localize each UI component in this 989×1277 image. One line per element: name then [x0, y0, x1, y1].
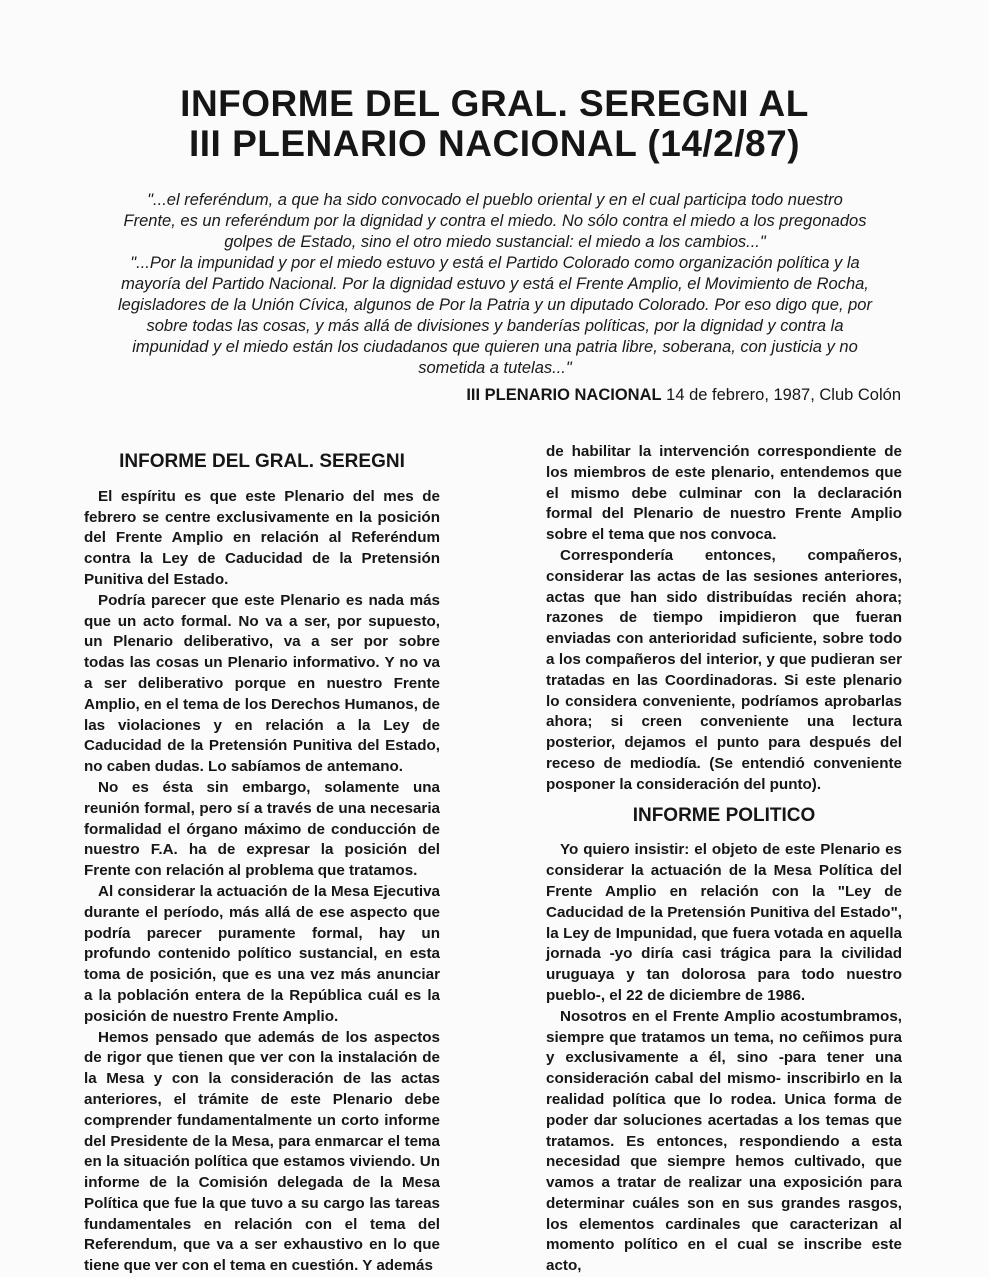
quote-line: impunidad y el miedo están los ciudadanos que quieren una patria libre, soberana, con justicia y no — [132, 338, 858, 356]
left-column — [84, 452, 440, 1277]
quote-attribution — [466, 386, 901, 405]
paragraph: Podría parecer que este Plenario es nada más que un acto formal. No va a ser, por supuesto, un Plenario deliberativo, va a ser por sobre todas las cosas un Plenario informativo. Y no va a ser deliberativo porque en nuestro Frente Amplio, en el tema de los Derechos Humanos, de las violaciones y en relación a la Ley de Caducidad de la Pretensión Punitiva del Estado, no caben dudas. Lo sabíamos de antemano. — [84, 591, 440, 776]
quote-line: golpes de Estado, sino el otro miedo sustancial: el miedo a los cambios..." — [224, 233, 766, 251]
epigraph-quote — [60, 190, 930, 379]
quote-line: mayoría del Partido Nacional. Por la dignidad estuvo y está el Frente Amplio, el Movimiento de Rocha, — [121, 275, 869, 293]
title-line-1: INFORME DEL GRAL. SEREGNI AL — [180, 83, 809, 124]
paragraph-continuation: de habilitar la intervención correspondiente de los miembros de este plenario, entendemos que el mismo debe culminar con la declaración formal del Plenario de nuestro Frente Amplio sobre el tema que nos convoca. — [546, 443, 902, 544]
paragraph: No es ésta sin embargo, solamente una reunión formal, pero sí a través de una necesaria formalidad el órgano máximo de conducción de nuestro F.A. ha de expresar la posición del Frente con relación al problema que tratamos. — [84, 778, 440, 880]
attribution-event: III PLENARIO NACIONAL — [466, 386, 662, 404]
paragraph: Hemos pensado que además de los aspectos de rigor que tienen que ver con la instalación de la Mesa y con la consideración de las actas anteriores, el trámite de este Plenario debe comprender fundamentalmente un corto informe del Presidente de la Mesa, para enmarcar el tema en la situación política que estamos viviendo. Un informe de la Comisión delegada de la Mesa Política que fue la que tuvo a su cargo las tareas fundamentales en relación con el tema del Referendum, que va a ser exhaustivo en lo que tiene que ver con el tema en cuestión. Y además — [84, 1028, 440, 1275]
document-title — [0, 84, 989, 164]
paragraph: El espíritu es que este Plenario del mes de febrero se centre exclusivamente en la posición del Frente Amplio en relación al Referéndum contra la Ley de Caducidad de la Pretensión Punitiva del Estado. — [84, 487, 440, 588]
paragraph: Yo quiero insistir: el objeto de este Plenario es considerar la actuación de la Mesa Política del Frente Amplio en relación con la "Ley de Caducidad de la Pretensión Punitiva del Estado", la Ley de Impunidad, que fuera votada en aquella jornada -yo diría casi trágica para la civilidad uruguaya y tan dolorosa para todo nuestro pueblo-, el 22 de diciembre de 1986. — [546, 841, 902, 1004]
quote-line: sometida a tutelas..." — [418, 359, 572, 377]
paragraph: Al considerar la actuación de la Mesa Ejecutiva durante el período, más allá de ese aspecto que podría parecer puramente formal, hay un profundo contenido político sustancial, en esta toma de posición, que es una vez más anunciar a la población entera de la República cuál es la posición de nuestro Frente Amplio. — [84, 882, 440, 1025]
section-heading-informe-politico: INFORME POLITICO — [632, 804, 816, 826]
quote-line: sobre todas las cosas, y más allá de divisiones y banderías políticas, por la dignidad y contra la — [146, 317, 844, 335]
quote-line: "...Por la impunidad y por el miedo estuvo y está el Partido Colorado como organización política y la — [130, 254, 860, 272]
right-column — [546, 442, 902, 1277]
quote-line: "...el referéndum, a que ha sido convocado el pueblo oriental y en el cual participa todo nuestro — [147, 191, 843, 209]
title-line-2: III PLENARIO NACIONAL (14/2/87) — [188, 123, 801, 164]
paragraph: Nosotros en el Frente Amplio acostumbramos, siempre que tratamos un tema, no ceñimos pura y exclusivamente a él, sino -para tener una consideración cabal del mismo- inscribirlo en la realidad política que lo rodea. Unica forma de poder dar soluciones acertadas a los temas que tratamos. Es entonces, respondiendo a esta necesidad que siempre hemos cultivado, que vamos a tratar de realizar una exposición para determinar cuáles son en sus grandes rasgos, los elementos cardinales que caracterizan al momento político en el cual se inscribe este acto, — [546, 1007, 902, 1275]
quote-line: Frente, es un referéndum por la dignidad y contra el miedo. No sólo contra el miedo a los pregonados — [123, 212, 867, 230]
section-heading-informe-seregni: INFORME DEL GRAL. SEREGNI — [119, 451, 405, 472]
paragraph: Correspondería entonces, compañeros, considerar las actas de las sesiones anteriores, actas que han sido distribuídas recién ahora; razones de tiempo impidieron que fueran enviadas con anterioridad suficiente, sobre todo a los compañeros del interior, y que pudieran ser tratadas en las Coordinadoras. Si este plenario lo considera conveniente, podríamos aprobarlas ahora; si creen conveniente una lectura posterior, dejamos el punto para después del receso de mediodía. (Se entendió conveniente posponer la consideración del punto). — [546, 546, 902, 793]
quote-line: legisladores de la Unión Cívica, algunos de Por la Patria y un diputado Colorado. Por eso digo que, por — [118, 296, 872, 314]
attribution-date: 14 de febrero, 1987, Club Colón — [661, 386, 901, 404]
